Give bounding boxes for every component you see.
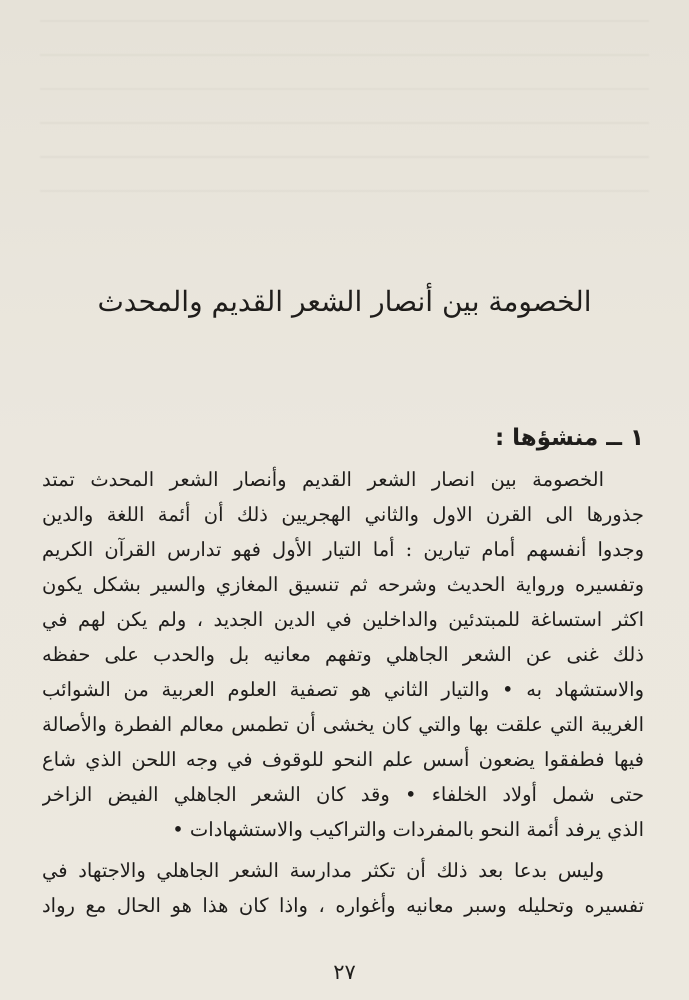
text-line: الخصومة بين انصار الشعر القديم وأنصار الشعر المحدث تمتد	[42, 468, 604, 491]
text-line: وليس بدعا بعد ذلك أن تكثر مدارسة الشعر الجاهلي والاجتهاد في	[42, 859, 604, 882]
section-heading: ١ ــ منشؤها :	[494, 425, 644, 451]
text-line: الذي يرفد أئمة النحو بالمفردات والتراكيب والاستشهادات •	[172, 818, 644, 841]
text-line: والاستشهاد به • والتيار الثاني هو تصفية العلوم العربية من الشوائب	[42, 678, 644, 701]
text-line: فيها فطفقوا يضعون أسس علم النحو للوقوف في وجه اللحن الذي شاع	[42, 748, 644, 771]
page-number: ٢٧	[333, 960, 356, 984]
text-line: ذلك غنى عن الشعر الجاهلي وتفهم معانيه بل والحدب على حفظه	[42, 643, 644, 666]
text-line: حتى شمل أولاد الخلفاء • وقد كان الشعر الجاهلي الفيض الزاخر	[42, 783, 644, 806]
text-line: وتفسيره ورواية الحديث وشرحه ثم تنسيق المغازي والسير بشكل يكون	[42, 573, 644, 596]
chapter-title: الخصومة بين أنصار الشعر القديم والمحدث	[97, 285, 592, 318]
text-line: اكثر استساغة للمبتدئين والداخلين في الدين الجديد ، ولم يكن لهم في	[42, 608, 644, 631]
text-line: وجدوا أنفسهم أمام تيارين : أما التيار الأول فهو تدارس القرآن الكريم	[42, 538, 644, 561]
text-line: تفسيره وتحليله وسبر معانيه وأغواره ، واذا كان هذا هو الحال مع رواد	[42, 894, 644, 917]
text-line: الغريبة التي علقت بها والتي كان يخشى أن تطمس معالم الفطرة والأصالة	[42, 713, 644, 736]
text-line: جذورها الى القرن الاول والثاني الهجريين ذلك أن أئمة اللغة والدين	[42, 503, 644, 526]
bleed-through-texture	[40, 20, 649, 220]
body-text	[42, 462, 644, 923]
